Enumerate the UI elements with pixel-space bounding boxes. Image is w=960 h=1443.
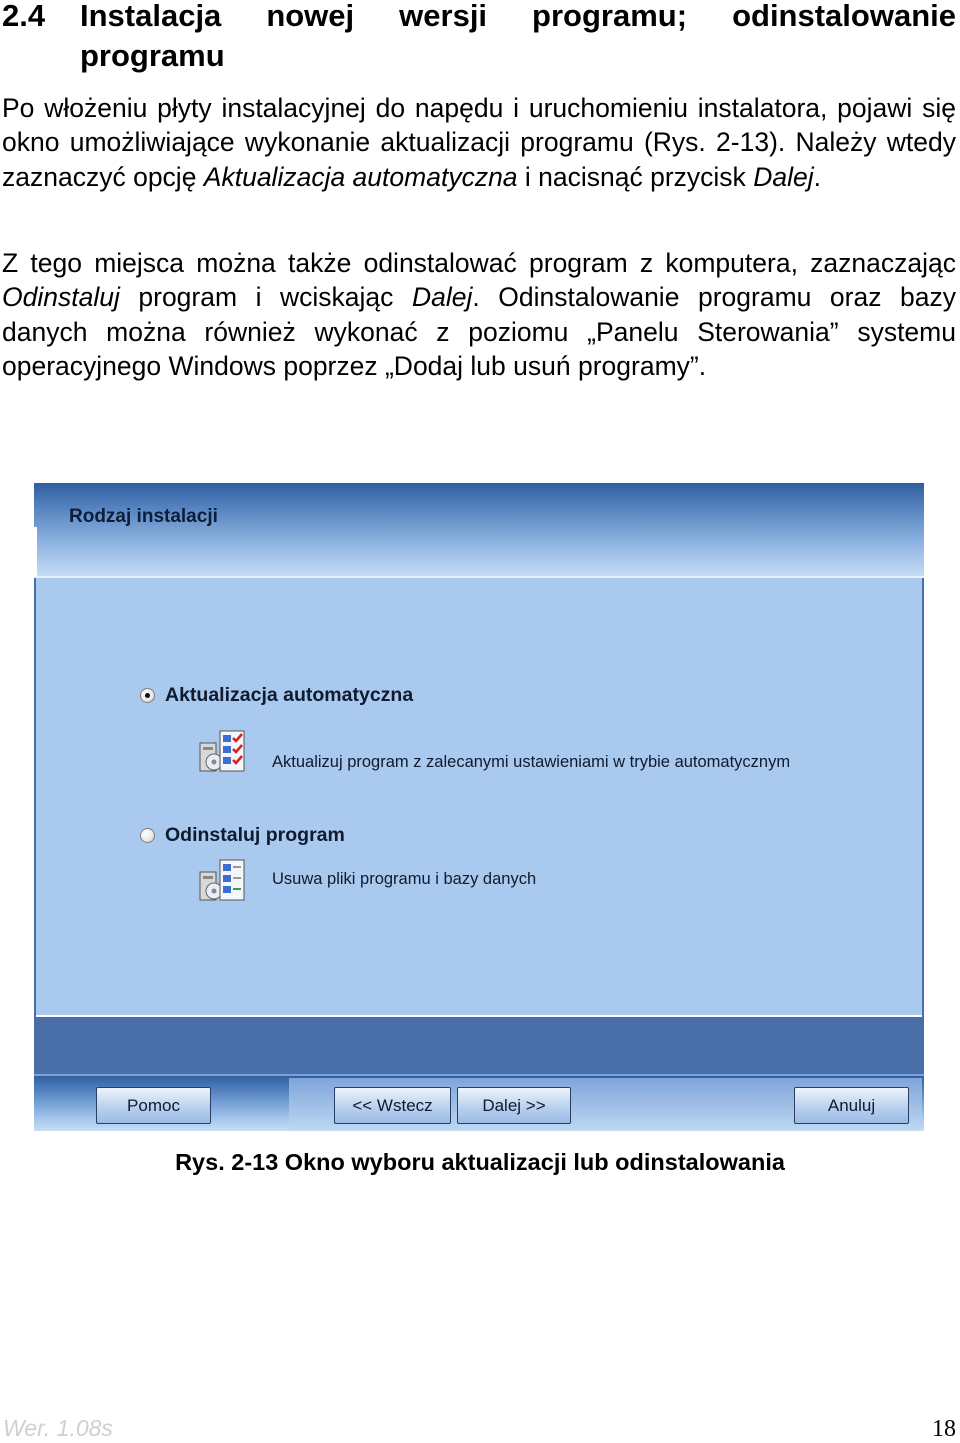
install-check-icon: [198, 729, 246, 777]
figure-caption: Rys. 2-13 Okno wyboru aktualizacji lub odinstalowania: [175, 1149, 785, 1175]
paragraph-text: program i wciskając: [119, 282, 412, 313]
back-button[interactable]: << Wstecz: [334, 1087, 451, 1124]
button-reference: Dalej: [753, 161, 814, 192]
paragraph-text: Po włożeniu płyty instalacyjnej do napędu i uruchomieniu instalatora, pojawi się okno umożliwiające wykonanie aktualizacji programu (Rys. 2-13). Należy wtedy zaznaczyć opcję: [2, 93, 956, 192]
option-uninstall[interactable]: [140, 824, 345, 847]
dialog-content: [36, 578, 922, 1017]
option-reference: Odinstaluj: [2, 282, 120, 313]
dialog-title: Rodzaj instalacji: [69, 506, 218, 527]
paragraph-uninstall: [2, 246, 956, 384]
radio-uninstall[interactable]: [140, 828, 155, 843]
version-label: Wer. 1.08s: [3, 1415, 113, 1441]
section-title: Instalacja nowej wersji programu; odinstalowanie programu: [80, 0, 956, 73]
button-reference: Dalej: [411, 282, 473, 313]
paragraph-update: [2, 91, 956, 194]
paragraph-text: i nacisnąć przycisk: [517, 161, 754, 192]
paragraph-text: Z tego miejsca można także odinstalować program z komputera, zaznaczając: [2, 248, 956, 278]
option-label[interactable]: Odinstaluj program: [165, 824, 345, 846]
help-button[interactable]: Pomoc: [96, 1087, 211, 1124]
option-reference: Aktualizacja automatyczna: [203, 161, 518, 192]
paragraph-text: . Odinstalowanie programu oraz bazy danych można również wykonać z poziomu „Panelu Sterowania” systemu operacyjnego Windows poprzez „Dodaj lub usuń programy”.: [2, 282, 956, 382]
radio-auto-update[interactable]: [140, 688, 155, 703]
option-label[interactable]: Aktualizacja automatyczna: [165, 684, 414, 706]
option-auto-update[interactable]: [140, 684, 413, 707]
page-number: 18: [932, 1416, 956, 1442]
next-button[interactable]: Dalej >>: [457, 1087, 571, 1124]
paragraph-text: .: [813, 161, 821, 192]
option-description: Usuwa pliki programu i bazy danych: [272, 870, 537, 888]
section-number: 2.4: [2, 0, 46, 33]
option-description: Aktualizuj program z zalecanymi ustawieniami w trybie automatycznym: [272, 753, 791, 771]
uninstall-icon: [198, 858, 246, 906]
dialog-header: [34, 483, 924, 576]
installation-type-dialog: [34, 483, 924, 1131]
dialog-button-bar: [34, 1074, 924, 1131]
cancel-button[interactable]: Anuluj: [794, 1087, 909, 1124]
